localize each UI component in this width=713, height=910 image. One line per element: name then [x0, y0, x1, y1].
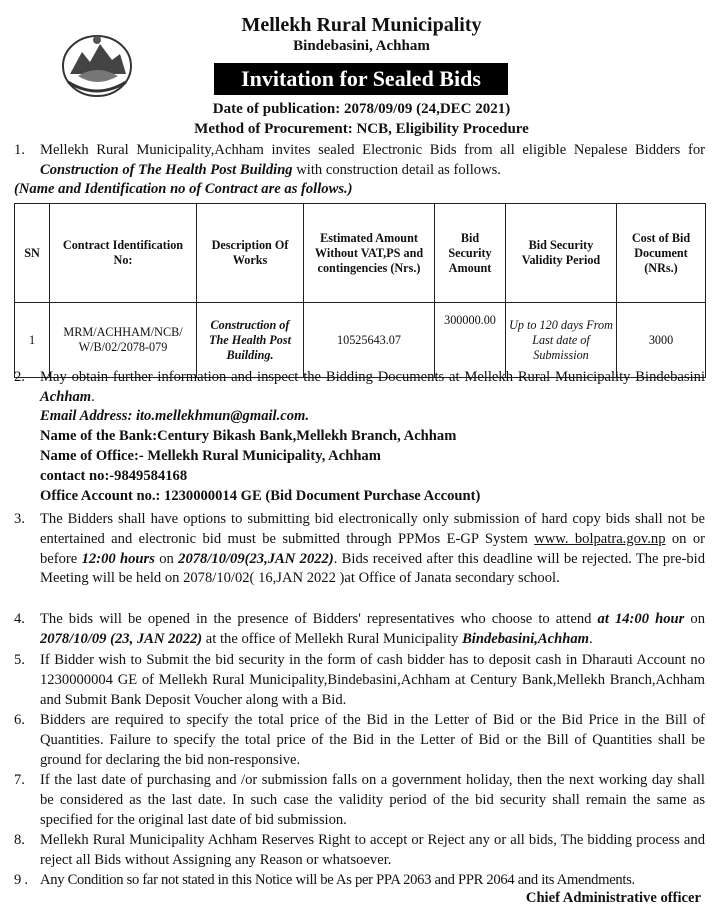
paragraph-number: 1. [14, 142, 25, 158]
location-name: Achham [40, 388, 92, 405]
cell-contract-id: MRM/ACHHAM/NCB/ W/B/02/2078-079 [50, 303, 197, 378]
header-bid-security: Bid Security Amount [435, 204, 506, 303]
paragraph-9 [14, 871, 705, 891]
para1-text-end: with construction detail as follows. [292, 161, 501, 178]
header-sn: SN [15, 204, 50, 303]
para3-text-2: on or before [40, 530, 705, 567]
cell-sn: 1 [15, 303, 50, 378]
header-validity: Bid Security Validity Period [506, 204, 617, 303]
contact-number: contact no:-9849584168 [40, 468, 188, 484]
para4-text-3: at the office of Mellekh Rural Municipality [202, 630, 463, 647]
para1-text: Mellekh Rural Municipality,Achham invites sealed Electronic Bids from all eligible Nepalese Bidders for [40, 142, 705, 158]
bolpatra-link[interactable]: www. bolpatra.gov.np [534, 530, 666, 547]
bid-table [14, 203, 706, 378]
para7-text: If the last date of purchasing and /or submission falls on a government holiday, then the next working day shall be considered as the last date. In such case the validity period of the bid security shall remain the same as specified for the original last date of bid submission. [40, 772, 705, 828]
notice-banner: Invitation for Sealed Bids [214, 63, 508, 95]
para4-text-2: on [684, 611, 705, 627]
header-cost: Cost of Bid Document (NRs.) [617, 204, 706, 303]
cell-estimated-amount: 10525643.07 [304, 303, 435, 378]
paragraph-6 [14, 711, 705, 770]
paragraph-5 [14, 651, 705, 710]
opening-date: 2078/10/09 (23, JAN 2022) [40, 630, 203, 647]
table-header-row [15, 204, 706, 303]
signature: Chief Administrative officer [525, 890, 701, 906]
para3-text: The Bidders shall have options to submitting bid electronically only submission of hard copy bids shall not be entertained and electronic bid must be submitted through PPMos E-GP System [40, 511, 705, 547]
paragraph-number: 2. [14, 369, 25, 385]
header-estimated-amount: Estimated Amount Without VAT,PS and contingencies (Nrs.) [304, 204, 435, 303]
para5-text: If Bidder wish to Submit the bid security in the form of cash bidder has to deposit cash in Dharauti Account no 1230000004 GE of Mellekh Rural Municipality,Bindebasini,Achham at Century Bank,Mellekh Branch,Achham and Submit Bank Deposit Voucher along with a Bid. [40, 652, 705, 708]
paragraph-number: 6. [14, 712, 25, 728]
opening-time: at 14:00 hour [597, 611, 685, 627]
org-location: Bindebasini, Achham [293, 38, 430, 54]
opening-location: Bindebasini,Achham [462, 630, 589, 647]
table-row [15, 303, 706, 378]
paragraph-1 [14, 141, 705, 181]
cell-validity: Up to 120 days From Last date of Submission [506, 303, 617, 378]
para2-text: May obtain further information and inspect the Bidding Documents at Mellekh Rural Municipality Bindebasini [40, 369, 705, 385]
bank-name: Name of the Bank:Century Bikash Bank,Mellekh Branch, Achham [40, 428, 457, 444]
deadline-date: 2078/10/09(23,JAN 2022) [178, 550, 334, 567]
paragraph-2 [14, 368, 705, 408]
para3-text-3: on [154, 550, 179, 567]
project-name: Construction of The Health Post Building [40, 161, 293, 178]
para8-text: Mellekh Rural Municipality Achham Reserves Right to accept or Reject any or all bids, The bidding process and reject all Bids without Assigning any Reason or whatsoever. [40, 832, 705, 868]
paragraph-3 [14, 510, 705, 589]
deadline-time: 12:00 hours [81, 550, 155, 567]
procurement-method: Method of Procurement: NCB, Eligibility Procedure [194, 121, 529, 137]
paragraph-number: 4. [14, 611, 25, 627]
table-note: (Name and Identification no of Contract are as follows.) [14, 181, 353, 197]
cell-cost: 3000 [617, 303, 706, 378]
para4-text-end: . [589, 630, 593, 647]
para2-text-end: . [91, 388, 95, 405]
email-address: Email Address: ito.mellekhmun@gmail.com. [40, 408, 310, 424]
office-account: Office Account no.: 1230000014 GE (Bid Document Purchase Account) [40, 488, 481, 504]
org-name: Mellekh Rural Municipality [241, 14, 482, 36]
para6-text: Bidders are required to specify the total price of the Bid in the Letter of Bid or the Bid Price in the Bill of Quantities. Failure to specify the total price of the Bid in the Letter of Bid or the Bill of Quantities shall be ground for declaring the bid non-responsive. [40, 712, 705, 768]
paragraph-number: 8. [14, 832, 25, 848]
paragraph-number: 3. [14, 511, 25, 527]
cell-description: Construction of The Health Post Building. [197, 303, 304, 378]
paragraph-number: 7. [14, 772, 25, 788]
paragraph-number: 5. [14, 652, 25, 668]
publication-date: Date of publication: 2078/09/09 (24,DEC 2021) [212, 101, 511, 117]
paragraph-4 [14, 610, 705, 650]
paragraph-number: 9 . [14, 872, 28, 888]
paragraph-8 [14, 831, 705, 871]
cell-bid-security: 300000.00 [435, 303, 506, 378]
header-contract-id: Contract Identification No: [50, 204, 197, 303]
office-name: Name of Office:- Mellekh Rural Municipality, Achham [40, 448, 381, 464]
para4-text: The bids will be opened in the presence of Bidders' representatives who choose to attend [40, 611, 598, 627]
paragraph-7 [14, 771, 705, 830]
header-description: Description Of Works [197, 204, 304, 303]
para3-text-4: . Bids received after this deadline will be rejected. The pre-bid Meeting will be held on 2078/10/02( 16,JAN 2022 )at Office of Janata secondary school. [40, 550, 705, 587]
para9-text: Any Condition so far not stated in this Notice will be As per PPA 2063 and PPR 2064 and its Amendments. [40, 872, 635, 888]
